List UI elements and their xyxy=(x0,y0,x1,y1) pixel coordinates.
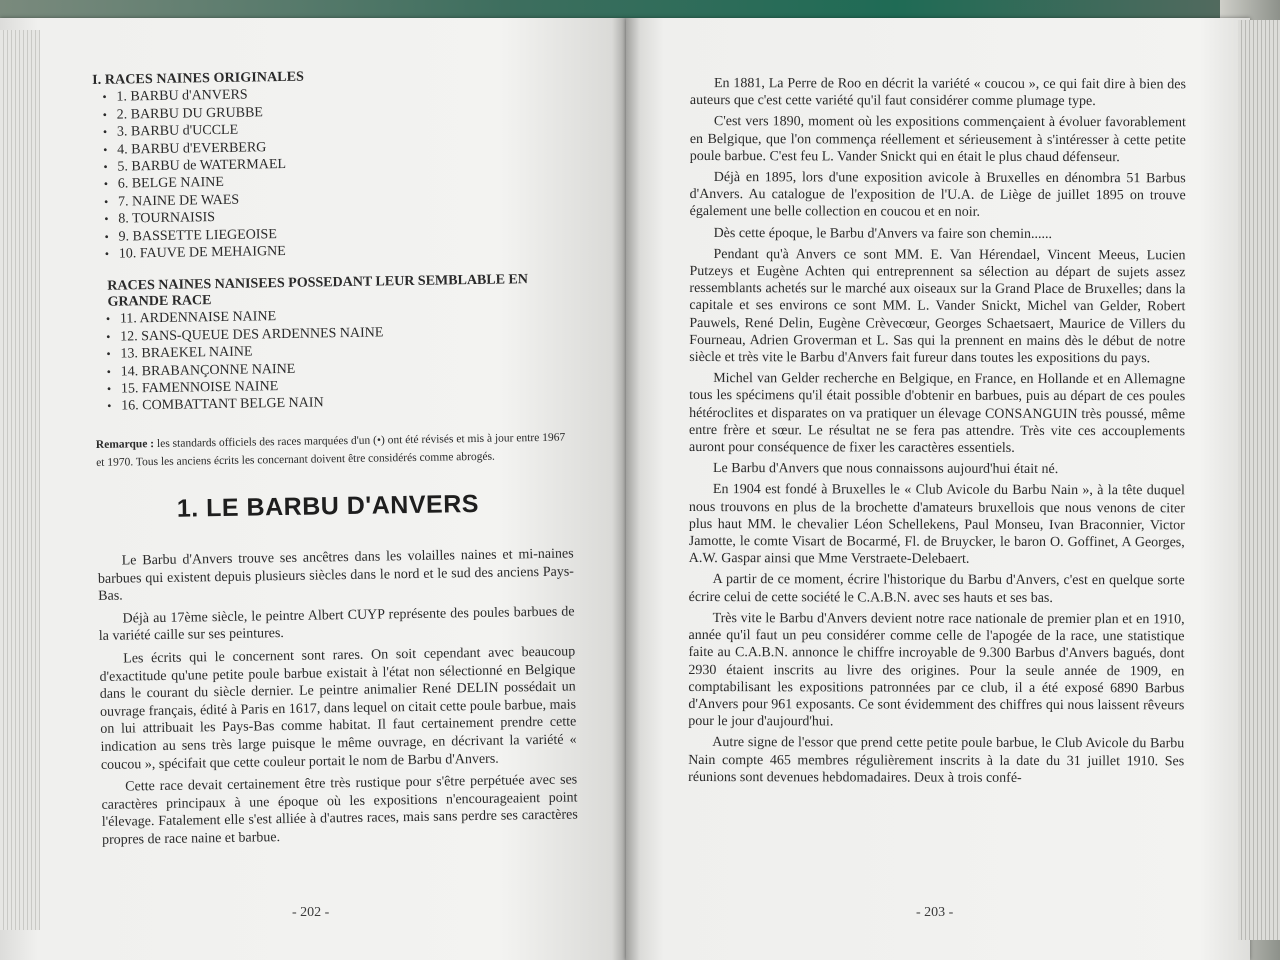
race-list-original xyxy=(90,82,569,264)
paragraph: Dès cette époque, le Barbu d'Anvers va faire son chemin...... xyxy=(713,225,1053,242)
bullet-dot: • xyxy=(103,194,109,209)
bullet-dot: • xyxy=(102,124,108,139)
race-label: 2. BARBU DU GRUBBE xyxy=(116,104,264,123)
remark-text: les standards officiels des races marquées d'un (•) ont été révisés et mis à jour entre 1967 et 1970. Tous les anciens écrits les concernant doivent être considérés comme abrogés. xyxy=(96,431,566,469)
bullet-dot: • xyxy=(104,246,110,261)
paragraph: A partir de ce moment, écrire l'historique du Barbu d'Anvers, c'est en quelque sorte écrire celui de cette société le C.A.B.N. avec ses hauts et ses bas. xyxy=(688,572,1185,606)
paragraph: Pendant qu'à Anvers ce sont MM. E. Van Hérendael, Vincent Meeus, Lucien Putzeys et Eugène Achten qui entreprennent sa sélection au départ de sujets assez ressemblants achetés sur le marché aux oiseaux sur la Grand Place de Bruxelles; dans la capitale et ses environs ce sont MM. L. Vander Snickt, Michel van Gelder, Robert Pauwels, René Delin, Eugène Crèvecœur, Georges Schaetsaert, Maurice de Villers du Fourneau, Adrien Groverman et L. Sas qui la prennent en mains dès le début de notre siècle et très vite le Barbu d'Anvers fait fureur dans toutes les expositions du pays. xyxy=(689,246,1186,367)
right-page-edges xyxy=(1238,20,1280,940)
race-label: 11. ARDENNAISE NAINE xyxy=(119,309,277,327)
paragraph: En 1904 est fondé à Bruxelles le « Club Avicole du Barbu Nain », à la tête duquel nous trouvons en plus de la brochette d'amateurs bruxellois que nous venons de citer plus haut MM. le chevalier Léon Schellekens, Paul Monseu, Ivan Braconnier, Victor Jamotte, le comte Visart de Bocarmé, Fl. de Bruycker, le baron O. Goffinet, A Georges, A.W. Gaspar ainsi que Mme Verstraete-Delebaert. xyxy=(688,482,1185,568)
left-page-content xyxy=(90,65,578,855)
race-label: 16. COMBATTANT BELGE NAIN xyxy=(121,395,324,414)
paragraph: Déjà en 1895, lors d'une exposition avicole à Bruxelles en dénombra 51 Barbus d'Anvers. Au catalogue de l'exposition de l'U.A. de Liège de juillet 1895 on trouve également une belle collection en coucou et en noir. xyxy=(689,170,1186,221)
race-label: 15. FAMENNOISE NAINE xyxy=(120,379,279,397)
paragraph: Déjà au 17ème siècle, le peintre Albert CUYP représente des poules barbues de la variété caille sur ses peintures. xyxy=(98,604,575,645)
bullet-dot: • xyxy=(104,229,109,244)
bullet-dot: • xyxy=(104,211,109,226)
race-label: 6. BELGE NAINE xyxy=(117,175,225,192)
bullet-dot: • xyxy=(106,329,111,344)
race-label: 10. FAUVE DE MEHAIGNE xyxy=(118,243,286,262)
right-body-text xyxy=(688,75,1186,787)
paragraph: Cette race devait certainement être très rustique pour s'être perpétuée avec ses caractères principaux à une époque où les expositions n'encourageaient point l'élevage. Fatalement elle s'est alliée à d'autres races, mais sans perdre ses caractères propres de race naine et barbue. xyxy=(101,772,578,848)
bullet-dot: • xyxy=(103,142,108,157)
remark-note xyxy=(96,428,573,471)
book-gutter xyxy=(612,18,640,960)
race-label: 1. BARBU d'ANVERS xyxy=(116,87,248,105)
bullet-dot: • xyxy=(103,159,108,174)
bullet-dot: • xyxy=(106,346,111,361)
race-label: 3. BARBU d'UCCLE xyxy=(116,122,239,140)
race-label: 4. BARBU d'EVERBERG xyxy=(117,139,267,158)
page-number-right: - 203 - xyxy=(916,905,954,920)
left-page-edges xyxy=(0,30,40,930)
page-number-left: - 202 - xyxy=(292,905,330,920)
bullet-dot: • xyxy=(106,381,112,396)
bullet-dot: • xyxy=(105,312,111,327)
race-label: 9. BASSETTE LIEGEOISE xyxy=(118,226,277,245)
bullet-dot: • xyxy=(106,364,112,379)
paragraph: Le Barbu d'Anvers que nous connaissons aujourd'hui était né. xyxy=(712,461,1059,478)
chapter-title: 1. LE BARBU D'ANVERS xyxy=(176,489,480,523)
section-title-nanised-races: RACES NAINES NANISEES POSSEDANT LEUR SEMBLABLE EN GRANDE RACE xyxy=(107,272,529,311)
right-page-content xyxy=(688,75,1186,791)
bullet-dot: • xyxy=(102,107,107,122)
race-label: 8. TOURNAISIS xyxy=(118,210,216,227)
race-label: 13. BRAEKEL NAINE xyxy=(120,344,253,362)
remark-label: Remarque : xyxy=(95,437,155,451)
paragraph: En 1881, La Perre de Roo en décrit la variété « coucou », ce qui fait dire à bien des auteurs que c'est cette variété qu'il faut considérer comme plumage type. xyxy=(689,76,1186,110)
race-label: 14. BRABANÇONNE NAINE xyxy=(120,361,296,380)
paragraph: Les écrits qui le concernent sont rares. On soit cependant avec beaucoup d'exactitude qu'une petite poule barbue existait à l'état non sélectionné en Belgique dans le courant du siècle dernier. Le peintre animalier René DELIN possédait un ouvrage français, édité à Paris en 1617, dans lequel on citait cette poule barbue, mais on lui attribuait les Pays-Bas comme habitat. Il faut certainement prendre cette indication au sens très large puisque le même ouvrage, en décrivant la variété « coucou », spécifait que cette couleur portait le nom de Barbu d'Anvers. xyxy=(99,644,577,773)
race-label: 7. NAINE DE WAES xyxy=(117,192,240,210)
bullet-dot: • xyxy=(102,90,107,105)
paragraph: Le Barbu d'Anvers trouve ses ancêtres dans les volailles naines et mi-naines barbues qui existent depuis plusieurs siècles dans le nord et le sud des anciens Pays-Bas. xyxy=(97,546,575,605)
section-title-original-races: I. RACES NAINES ORIGINALES xyxy=(92,69,305,88)
paragraph: Très vite le Barbu d'Anvers devient notre race nationale de premier plan et en 1910, année qu'il faut un peu considérer comme celle de l'apogée de la race, une statistique faite au C.A.B.N. annonce le chiffre incroyable de 9.300 Barbus d'Anvers bagués, dont 2930 étaient inscrits au livre des origines. Pour la seule année de 1909, en comptabilisant les expositions patronnées par ce club, il a été exposé 6890 Barbus d'Anvers pour 961 exposants. Ce sont évidemment des chiffres qui nous laissent rêveurs pour le jour d'aujourd'hui. xyxy=(688,610,1185,730)
paragraph: C'est vers 1890, moment où les expositions commençaient à évoluer favorablement en Belgique, que l'on commença réellement et sérieusement à s'intéresser à cette petite poule barbue. C'est feu L. Vander Snickt qui en était le plus chaud défenseur. xyxy=(689,114,1186,165)
race-list-nanised xyxy=(94,304,572,416)
paragraph: Michel van Gelder recherche en Belgique, en France, en Hollande et en Allemagne tous les spécimens qu'il était possible d'obtenir en barbues, puis au départ de ces poules hétéroclites et disparates on va pratiquer un élevage CONSANGUIN très poussé, même entre frère et sœur. Le résultat ne se fera pas attendre. Très vite ces accouplements auront pour conséquence de fixer les caractères essentiels. xyxy=(689,371,1186,456)
race-label: 5. BARBU de WATERMAEL xyxy=(117,156,287,175)
paragraph: Autre signe de l'essor que prend cette petite poule barbue, le Club Avicole du Barbu Nain compte 465 membres régulièrement inscrits à la date du 31 juillet 1910. Ses réunions sont devenues hebdomadaires. Deux à trois confé- xyxy=(688,735,1185,786)
left-body-text xyxy=(98,546,579,850)
race-label: 12. SANS-QUEUE DES ARDENNES NAINE xyxy=(120,325,384,345)
bullet-dot: • xyxy=(103,177,109,192)
bullet-dot: • xyxy=(107,399,112,414)
